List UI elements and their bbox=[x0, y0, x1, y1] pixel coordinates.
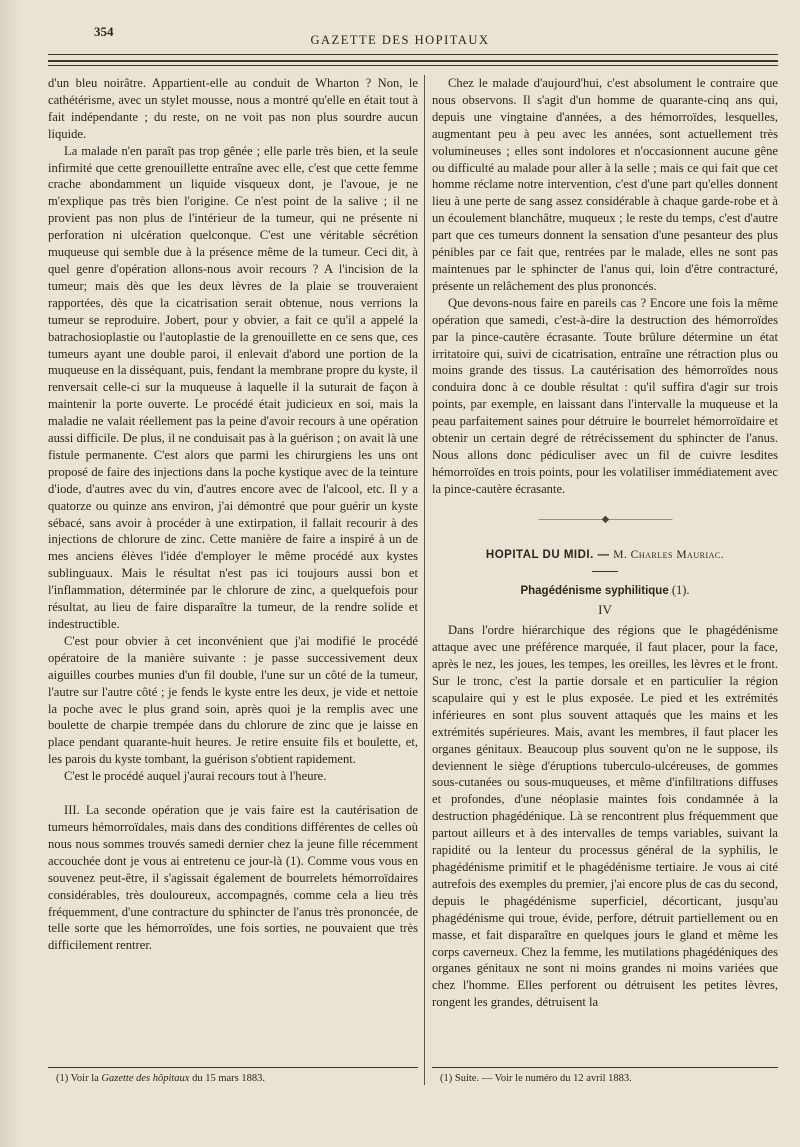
journal-title: GAZETTE DES HOPITAUX bbox=[310, 33, 490, 47]
footnote-left: (1) Voir la Gazette des hôpitaux du 15 mars 1883. bbox=[56, 1073, 266, 1084]
footnote-right: (1) Suite. — Voir le numéro du 12 avril 1883. bbox=[440, 1073, 632, 1084]
column-divider bbox=[424, 75, 425, 1085]
header-rule-bottom bbox=[48, 65, 778, 66]
paragraph: C'est le procédé auquel j'aurai recours tout à l'heure. bbox=[64, 769, 327, 784]
left-column bbox=[48, 75, 418, 954]
doctor-name: M. Charles Mauriac. bbox=[613, 548, 725, 561]
paragraph: Chez le malade d'aujourd'hui, c'est absolument le contraire que nous observons. Il s'agit d'un homme de quarante-cinq ans qui, depuis une vingtaine d'années, a des hémorroïdes, lesquelles, augmentant peu à peu avec les années, sont actuellement très volumineuses ; elles sont indolores et n'occasionnent aucune gêne ou difficulté au malade pour aller à la selle ; mais ce qui fait que cet homme réclame notre intervention, c'est d'une part qu'elles donnent lieu à une perte de sang assez considérable à chaque garde-robe et à un écoulement blanchâtre, muqueux ; le reste du temps, c'est d'autre part que ces tumeurs donnent la sensation d'une pesanteur des plus pénibles par ce fait que, rentrées par le malade, elles ne sont pas maintenues par le sphincter de l'anus qui, loin d'être contracturé, présente un relâchement des plus prononcés. bbox=[432, 76, 778, 293]
paragraph: Dans l'ordre hiérarchique des régions que le phagédénisme attaque avec une préférence marquée, il faut placer, pour la face, après le nez, les joues, les tempes, les oreilles, les lèvres et le front. Sur le tronc, c'est la partie dorsale et en particulier la région scapulaire qui y est le plus exposée. Le pied et les extrémités inférieures en sont plus souvent attaqués que les mains et les extrémités supérieures. Mais, avant les membres, il faut placer les organes génitaux. Beaucoup plus souvent qu'on ne le suppose, ils deviennent le siège d'éruptions tuberculo-ulcéreuses, de gommes sous-cutanées ou sous-muqueuses, et même d'infiltrations diffuses et profondes, d'une néoplasie maintes fois condamnée à la destruction phagédénique. Là se rencontrent plus fréquemment que partout ailleurs et à des intervalles de temps variables, suivant la rapidité ou la lenteur du processus général de la syphilis, le phagédénisme primitif et le phagédénisme tertiaire. Je vous ai cité autrefois des exemples du premier, j'ai encore plus de cas du second, depuis le phagédénisme superficiel, décorticant, jusqu'au phagédénisme qui troue, évide, perfore, détruit partiellement ou en masse, et fait disparaître en quelques jours le gland et même les corps caverneux. Chez la femme, les mutilations phagédéniques des organes génitaux ne sont ni moins grandes ni moins variées que chez l'homme. Elles perforent ou détruisent les petites lèvres, rongent les grandes, détruisent la bbox=[432, 623, 778, 1010]
journal-ref: Gazette des hôpitaux bbox=[101, 1073, 190, 1084]
paragraph: Que devons-nous faire en pareils cas ? Encore une fois la même opération que samedi, c'est-à-dire la destruction des hémorroïdes par la pince-cautère écrasante. Toute brûlure détermine un état irritatoire qui, suivi de cicatrisation, entraîne une rétraction plus ou moins grande des tissus. La cautérisation des hémorroïdes nous conduira donc à ce double résultat : qu'il suffira d'agir sur trois points, par exemple, en laissant dans l'intervalle la muqueuse et la peau parfaitement saines pour détruire le bourrelet hémorroïdaire et obtenir un certain degré de rétrécissement du sphincter de l'anus. Nous allons donc pédiculiser avec un fil de cuivre lesdites hémorroïdes en trois points, pour les volatiliser immédiatement avec la pince-cautère écrasante. bbox=[432, 295, 778, 496]
page-number: 354 bbox=[94, 24, 114, 39]
right-column bbox=[432, 75, 778, 1011]
hospital-name: HOPITAL DU MIDI. bbox=[485, 548, 594, 561]
section-heading: HOPITAL DU MIDI. — M. Charles Mauriac. bbox=[485, 548, 725, 561]
paragraph: III. La seconde opération que je vais faire est la cautérisation de tumeurs hémorroïdales, mais dans des conditions différentes de celles où nous nous sommes trouvés samedi dernier chez la jeune fille récemment accouchée dont je vous ai entretenu ce jour-là (1). Comme vous vous en souvenez peut-être, il s'agissait également de bourrelets hémorroïdaires considérables, très douloureux, accompagnés, comme cela a lieu très fréquemment, d'une contracture du sphincter de l'anus très prononcée, de telle sorte que les hémorroïdes, une fois sorties, ne pouvaient que très difficilement rentrer. bbox=[48, 803, 418, 953]
header-rule bbox=[48, 54, 778, 55]
section-separator: ———————◆——————— bbox=[538, 513, 672, 525]
paragraph: La malade n'en paraît pas trop gênée ; elle parle très bien, et la seule infirmité que cette grenouillette entraîne avec elle, c'est que cette femme crache abondamment un liquide visqueux dont, je l'avoue, je ne m'explique pas très bien l'origine. Ce n'est point de la salive ; il ne provient pas non plus de l'intérieur de la tumeur, qui ne présente ni perforation ni ulcération quelconque. C'est une véritable sécrétion muqueuse qui semble due à la présence même de la tumeur. Ceci dit, à quel genre d'opération allons-nous avoir recours ? A l'incision de la tumeur; mais dès que les deux lèvres de la plaie se trouveraient rapportées, dès que la cicatrisation serait obtenue, nous verrions la tumeur se reproduire. Jobert, pour y obvier, a fait ce qu'il a appelé la batrachosioplastie ou l'autoplastie de la grenouillette en ce sens que, ces tumeurs ayant une double paroi, il enlevait d'abord une portion de la muqueuse en la disséquant, puis, fendant la membrane propre du kyste, il renversait celle-ci sur la muqueuse à laquelle il la suturait de façon à maintenir la porte ouverte. Le procédé était judicieux en soi, mais la maladie ne valait réellement pas la peine d'avoir recours à une opération aussi difficile. De plus, il ne conduisait pas à la guérison ; on avait là une fistule permanente. C'est alors que parmi les chirurgiens les uns ont proposé de faire des injections dans la poche kystique avec de la teinture d'iode, d'autres avec du vin, d'autres encore avec de l'alcool, etc. Il y a quatorze ou quinze ans environ, j'ai démontré que pour guérir un kyste sébacé, sans avoir à procéder à une extirpation, il fallait recourir à des injections de chlorure de zinc. Cette manière de faire a inspiré à un de mes anciens élèves l'idée d'employer le même procédé aux kystes sublinguaux. Mais le résultat n'est pas ici toujours aussi bon et l'inflammation, déterminée par le chlorure de zinc, a quelquefois pour résultat, au lieu de faire disparaître la tumeur, de la rendre solide et indestructible. bbox=[48, 143, 418, 631]
paragraph: C'est pour obvier à cet inconvénient que j'ai modifié le procédé opératoire de la manière suivante : je passe successivement deux aiguilles courbes munies d'un fil double, l'une sur un côté de la tumeur, l'autre sur l'autre côté ; je fends le kyste entre les deux, je vide et nettoie la poche avec le plus grand soin, après quoi je la remplis avec une boulette de charpie trempée dans du chlorure de zinc que je laisse en place pendant quarante-huit heures. Je retire ensuite fils et boulette, et, les parois du kyste tombant, la guérison s'obtient rapidement. bbox=[48, 633, 418, 767]
part-number: IV bbox=[598, 602, 612, 618]
page-edge-shadow bbox=[0, 0, 20, 1147]
article-title: Phagédénisme syphilitique (1). bbox=[520, 583, 690, 598]
footnote-rule-left bbox=[48, 1067, 418, 1068]
paragraph: d'un bleu noirâtre. Appartient-elle au conduit de Wharton ? Non, le cathétérisme, avec un stylet mousse, nous a montré qu'elle en était tout à fait indépendante ; du reste, on ne voit pas non plus sourdre aucun liquide. bbox=[48, 76, 418, 141]
header-rule-thick bbox=[48, 60, 778, 62]
heading-rule bbox=[592, 571, 618, 572]
footnote-rule-right bbox=[432, 1067, 778, 1068]
